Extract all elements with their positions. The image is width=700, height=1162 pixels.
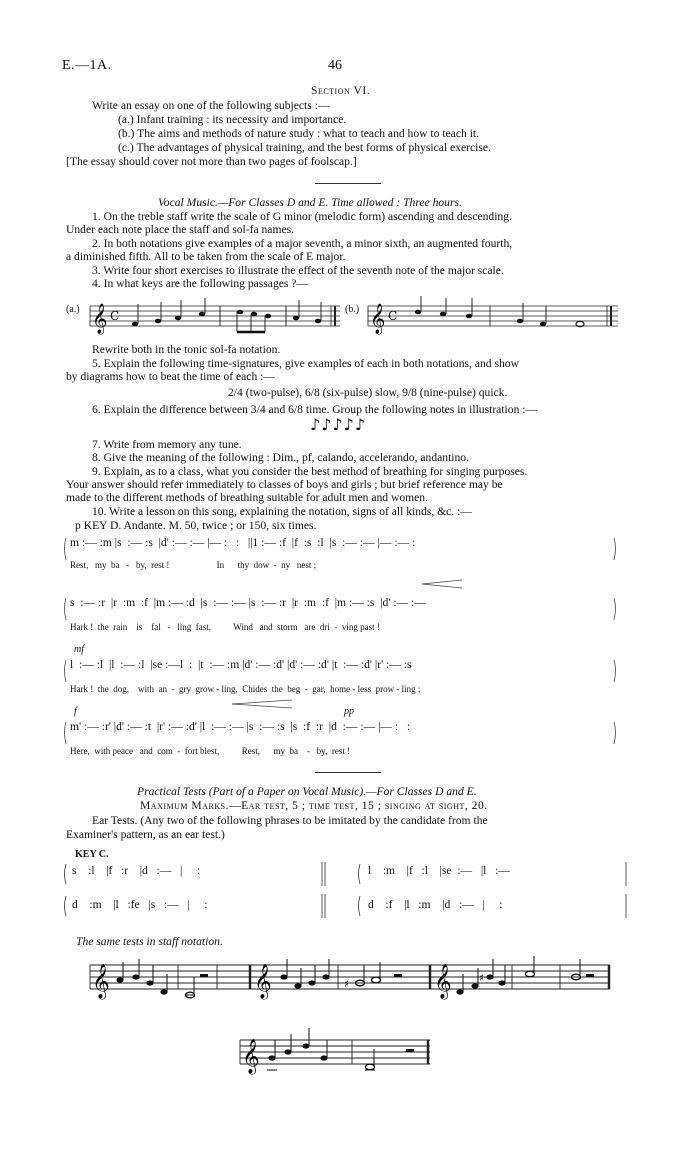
question-10: 10. Write a lesson on this song, explaining the notation, signs of all kinds, &c. :—: [92, 505, 472, 518]
document-code: E.—1A.: [62, 58, 112, 73]
staff-caption: The same tests in staff notation.: [76, 935, 223, 948]
question-8: 8. Give the meaning of the following : Dim., pf, calando, accelerando, andantino.: [92, 451, 470, 464]
essay-note: [The essay should cover not more than two pages of foolscap.]: [66, 155, 357, 168]
ear-test-2: l :m |f :l |se :— |l :—: [368, 864, 510, 877]
song-line-1-words: Rest, my ba - by, rest ! In thy dow - ny nest ;: [70, 560, 317, 570]
svg-text:𝄞: 𝄞: [254, 964, 272, 999]
ear-test-bars: [60, 860, 640, 920]
svg-text:C: C: [110, 309, 120, 323]
svg-text:𝄞: 𝄞: [242, 1039, 260, 1074]
svg-text:𝄞: 𝄞: [92, 304, 108, 334]
eighth-notes-icon: ♪♪♪♪♪: [310, 415, 367, 434]
svg-text:𝄞: 𝄞: [434, 964, 452, 999]
section-intro: Write an essay on one of the following subjects :—: [92, 99, 330, 112]
question-5-line-3: 2/4 (two-pulse), 6/8 (six-pulse) slow, 9/8 (nine-pulse) quick.: [228, 386, 508, 399]
question-6: 6. Explain the difference between 3/4 and 6/8 time. Group the following notes in illustration :—: [92, 403, 538, 416]
divider: [315, 183, 381, 184]
ear-test-3: d :m |l :fe |s :— | :: [72, 898, 208, 911]
question-1-line-1: 1. On the treble staff write the scale of G minor (melodic form) ascending and descending.: [92, 210, 512, 223]
essay-subject-a: (a.) Infant training : its necessity and importance.: [118, 113, 347, 126]
song-line-1-notes: m :— :m |s :— :s |d' :— :— |— : : ||1 :— :f |f :s :l |s :— :— |— :— :: [70, 536, 416, 549]
song-line-2-words: Hark ! the rain is fal - ling fast, Wind and storm are dri - ving past !: [70, 622, 380, 632]
staff-tests: [90, 955, 610, 1085]
section-title: Section VI.: [311, 84, 371, 97]
practical-title: Practical Tests (Part of a Paper on Vocal Music).—For Classes D and E.: [137, 785, 477, 798]
ear-test-4: d :f |l :m |d :— | :: [368, 898, 503, 911]
divider-2: [315, 772, 381, 773]
svg-text:♯: ♯: [479, 973, 484, 984]
rewrite-instruction: Rewrite both in the tonic sol-fa notation.: [92, 343, 281, 356]
question-5-line-1: 5. Explain the following time-signatures, give examples of each in both notations, and show: [92, 357, 519, 370]
question-2-line-1: 2. In both notations give examples of a major seventh, a minor sixth, an augmented fourth,: [92, 237, 513, 250]
song-line-4-dynamic: f: [74, 706, 77, 717]
svg-text:𝄞: 𝄞: [92, 964, 110, 999]
song-key-line: p KEY D. Andante. M. 50, twice ; or 150, six times.: [75, 519, 317, 532]
svg-text:C: C: [388, 309, 398, 323]
maximum-marks: Maximum Marks.—Ear test, 5 ; time test, 15 ; singing at sight, 20.: [140, 799, 488, 812]
song-line-2-notes: s :— :r |r :m :f |m :— :d |s :— :— |s :— :r |r :m :f |m :— :s |d' :— :—: [70, 596, 426, 609]
vocal-title: Vocal Music.—For Classes D and E. Time allowed : Three hours.: [158, 196, 462, 209]
question-9-line-3: made to the different methods of breathing suitable for adult men and women.: [66, 491, 428, 504]
passage-a-staff: [90, 298, 340, 338]
question-9-line-2: Your answer should refer immediately to classes of boys and girls ; but brief reference may be: [66, 478, 503, 491]
question-5-line-2: by diagrams how to beat the time of each :—: [66, 370, 275, 383]
ear-test-1: s :l |f :r |d :— | :: [72, 864, 201, 877]
song-line-4-notes: m' :— :r' |d' :— :t |r' :— :d' |l :— :— |s :— :s |s :f :r |d :— :— |— : :: [70, 720, 411, 733]
question-7: 7. Write from memory any tune.: [92, 438, 242, 451]
song-line-4-dynamic-2: pp: [344, 706, 354, 717]
passage-a-label: (a.): [66, 304, 80, 315]
question-2-line-2: a diminished fifth. All to be taken from the scale of E major.: [66, 250, 346, 263]
question-9-line-1: 9. Explain, as to a class, what you consider the best method of breathing for singing purposes.: [92, 465, 528, 478]
song-braces: [62, 534, 622, 764]
essay-subject-c: (c.) The advantages of physical training, and the best forms of physical exercise.: [118, 141, 491, 154]
question-4: 4. In what keys are the following passages ?—: [92, 277, 309, 290]
question-3: 3. Write four short exercises to illustrate the effect of the seventh note of the major scale.: [92, 264, 504, 277]
ear-tests-line-1: Ear Tests. (Any two of the following phrases to be imitated by the candidate from the: [92, 814, 488, 827]
song-line-3-notes: l :— :l |l :— :l |se :—l : |t :— :m |d' :— :d' |d' :— :d' |t :— :d' |r' :— :s: [70, 658, 412, 671]
passage-b-label: (b.): [345, 304, 360, 315]
page-number: 46: [328, 58, 342, 73]
essay-subject-b: (b.) The aims and methods of nature study : what to teach and how to teach it.: [118, 127, 480, 140]
ear-tests-line-2: Examiner's pattern, as an ear test.): [66, 828, 225, 841]
ear-key: KEY C.: [75, 849, 109, 860]
question-1-line-2: Under each note place the staff and sol-fa names.: [66, 223, 295, 236]
passage-b-staff: [368, 298, 618, 338]
song-line-3-dynamic: mf: [74, 644, 84, 655]
song-line-3-words: Hark ! the dog, with an - gry grow - ling, Chides the beg - gar, home - less prow - ling ;: [70, 684, 421, 694]
song-line-4-words: Here, with peace and com - fort blest, Rest, my ba - by, rest !: [70, 746, 351, 756]
svg-text:𝄞: 𝄞: [370, 304, 386, 334]
svg-text:♯: ♯: [344, 979, 349, 990]
